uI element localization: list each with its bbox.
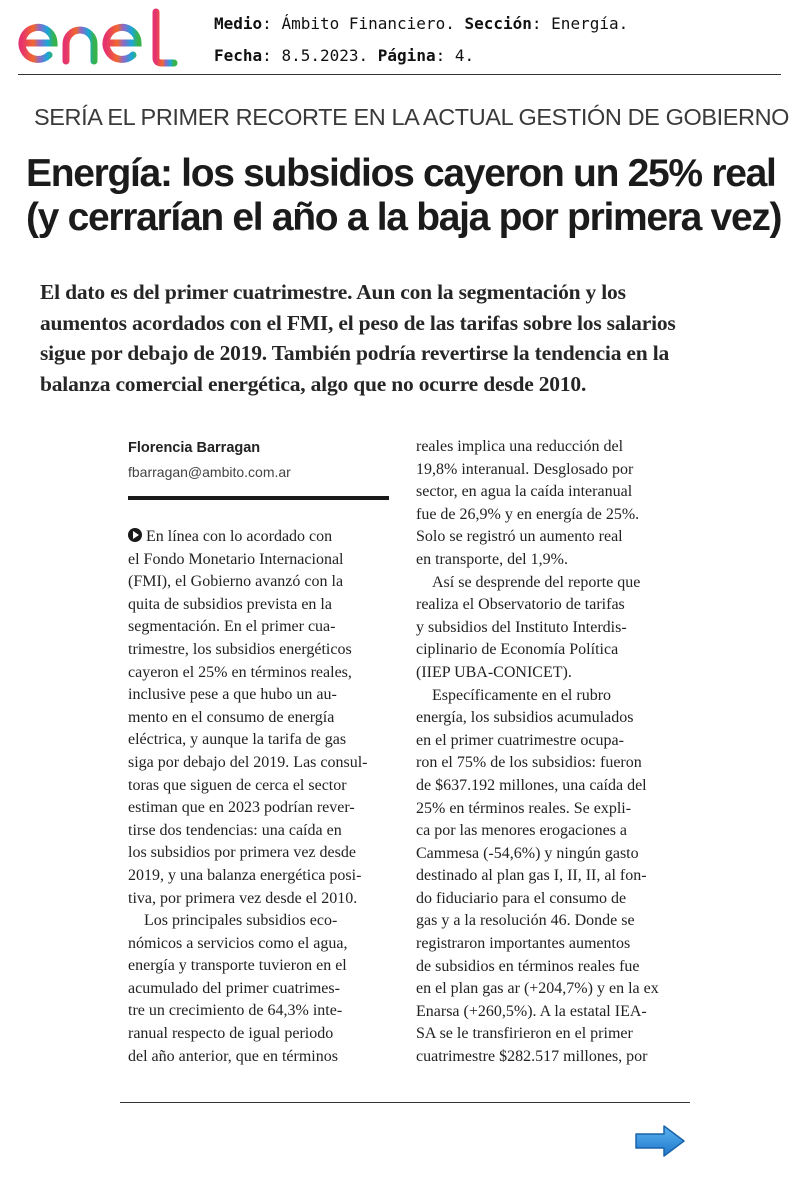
column-line	[128, 616, 392, 639]
article-column-1	[128, 526, 392, 1068]
column-line	[416, 572, 682, 595]
column-line-text: Enarsa (+260,5%). A la estatal IEA-	[416, 1002, 647, 1020]
seccion-value: Energía.	[551, 14, 629, 33]
column-line-text: registraron importantes aumentos	[416, 935, 631, 953]
headline-line: Energía: los subsidios cayeron un 25% real	[26, 152, 776, 195]
pagina-value: 4.	[454, 46, 475, 65]
column-line	[416, 798, 682, 821]
header-divider	[18, 74, 781, 75]
column-line	[416, 639, 682, 662]
column-line-text: en el plan gas ar (+204,7%) y en la ex	[416, 980, 659, 998]
column-line-text: segmentación. En el primer cua-	[128, 618, 336, 636]
column-line-text: toras que siguen de cerca el sector	[128, 776, 347, 794]
column-line	[416, 436, 682, 459]
column-line-text: reales implica una reducción del	[416, 438, 624, 455]
author-name: Florencia Barragan	[128, 440, 261, 456]
article-column-2	[416, 436, 682, 1069]
column-line-text: tirse dos tendencias: una caída en	[128, 821, 342, 839]
column-line	[416, 662, 682, 685]
column-line	[416, 707, 682, 730]
play-bullet-icon	[128, 528, 142, 542]
column-line	[128, 820, 392, 843]
medio-value: Ámbito Financiero.	[281, 14, 455, 33]
column-line-text: nómicos a servicios como el agua,	[128, 934, 348, 952]
column-line	[128, 549, 392, 572]
column-line	[128, 594, 392, 617]
column-line-text: cayeron el 25% en términos reales,	[128, 663, 352, 681]
column-line-text: quita de subsidios prevista en la	[128, 595, 332, 613]
column-line	[416, 820, 682, 843]
column-line-text: trimestre, los subsidios energéticos	[128, 640, 352, 658]
column-line	[128, 639, 392, 662]
meta-line-2: Fecha: 8.5.2023. Página: 4.	[214, 46, 475, 65]
column-line-text: acumulado del primer cuatrimes-	[128, 979, 340, 997]
column-line	[416, 775, 682, 798]
column-line-text: ciplinario de Economía Política	[416, 641, 619, 659]
column-line	[128, 1000, 392, 1023]
column-line-text: de $637.192 millones, una caída del	[416, 776, 647, 794]
column-line-text: Así se desprende del reporte que	[432, 573, 641, 591]
seccion-label: Sección	[464, 14, 532, 33]
column-line	[128, 752, 392, 775]
column-line	[416, 910, 682, 933]
pagina-label: Página	[377, 46, 436, 65]
column-line	[416, 526, 682, 549]
lead-line: sigue por debajo de 2019. También podría revertirse la tendencia en la	[40, 341, 670, 365]
column-line-text: los subsidios por primera vez desde	[128, 844, 356, 862]
medio-label: Medio	[214, 14, 263, 33]
column-line-text: y subsidios del Instituto Interdis-	[416, 618, 627, 636]
column-line-text: eléctrica, y aunque la tarifa de gas	[128, 731, 347, 749]
column-line-text: del año anterior, que en términos	[128, 1047, 338, 1065]
column-line	[128, 888, 392, 911]
column-line-text: realiza el Observatorio de tarifas	[416, 596, 625, 614]
column-line	[128, 910, 392, 933]
column-line-text: de subsidios en términos reales fue	[416, 957, 640, 975]
column-line-text: en el primer cuatrimestre ocupa-	[416, 731, 624, 749]
fecha-label: Fecha	[214, 46, 263, 65]
column-line	[416, 843, 682, 866]
column-line	[128, 775, 392, 798]
column-line	[416, 888, 682, 911]
column-line	[128, 978, 392, 1001]
column-line	[128, 707, 392, 730]
column-line-text: en transporte, del 1,9%.	[416, 550, 568, 568]
column-line-text: energía y transporte tuvieron en el	[128, 957, 347, 975]
column-line-text: 25% en términos reales. Se expli-	[416, 799, 632, 817]
column-line-text: cuatrimestre $282.517 millones, por	[416, 1048, 648, 1066]
column-line-text: tiva, por primera vez desde el 2010.	[128, 889, 358, 907]
column-line	[128, 1023, 392, 1046]
column-line	[128, 684, 392, 707]
lead-line: balanza comercial energética, algo que no ocurre desde 2010.	[40, 371, 587, 396]
column-line	[128, 662, 392, 685]
column-line-text: do fiduciario para el consumo de	[416, 889, 627, 907]
column-line-text: 19,8% interanual. Desglosado por	[416, 460, 634, 478]
column-line	[416, 865, 682, 888]
article-lead	[40, 277, 780, 399]
column-line-text: ranual respecto de igual periodo	[128, 1025, 334, 1043]
column-line-text: sector, en agua la caída interanual	[416, 483, 633, 501]
column-line-text: (IIEP UBA-CONICET).	[416, 663, 572, 681]
column-line	[416, 504, 682, 527]
column-line	[416, 617, 682, 640]
column-line	[416, 956, 682, 979]
column-line-text: fue de 26,9% y en energía de 25%.	[416, 505, 640, 523]
footer-divider	[120, 1102, 690, 1103]
article-kicker: SERÍA EL PRIMER RECORTE EN LA ACTUAL GESTIÓN DE GOBIERNO	[34, 104, 790, 130]
column-line	[416, 549, 682, 572]
column-line	[416, 594, 682, 617]
column-line	[128, 865, 392, 888]
column-line-text: estiman que en 2023 podrían rever-	[128, 799, 355, 817]
column-line-text: SA se le transfirieron en el primer	[416, 1025, 633, 1043]
column-line-text: inclusive pese a que hubo un au-	[128, 686, 337, 704]
lead-line: aumentos acordados con el FMI, el peso de las tarifas sobre los salarios	[40, 310, 676, 335]
byline-divider	[128, 496, 389, 500]
column-line	[416, 752, 682, 775]
column-line	[416, 1023, 682, 1046]
column-line-text: (FMI), el Gobierno avanzó con la	[128, 573, 344, 591]
column-line	[128, 526, 392, 549]
column-line	[128, 842, 392, 865]
arrow-right-icon[interactable]	[634, 1124, 686, 1158]
clipping-meta	[214, 8, 628, 72]
fecha-value: 8.5.2023.	[281, 46, 369, 65]
lead-line: El dato es del primer cuatrimestre. Aun con la segmentación y los	[40, 280, 626, 304]
author-email: fbarragan@ambito.com.ar	[128, 464, 291, 480]
clipping-header	[0, 0, 800, 78]
column-line	[416, 978, 682, 1001]
column-line	[416, 1046, 682, 1069]
column-line	[416, 459, 682, 482]
column-line	[128, 797, 392, 820]
column-line	[416, 481, 682, 504]
column-line	[128, 1046, 392, 1069]
column-line-text: 2019, y una balanza energética posi-	[128, 866, 362, 884]
column-line-text: Los principales subsidios eco-	[144, 912, 338, 930]
column-line-text: Cammesa (-54,6%) y ningún gasto	[416, 844, 639, 862]
column-line	[416, 1001, 682, 1024]
column-line-text: el Fondo Monetario Internacional	[128, 550, 344, 568]
meta-line-1: Medio: Ámbito Financiero. Sección: Energía.	[214, 14, 629, 33]
column-line-text: tre un crecimiento de 64,3% inte-	[128, 1002, 343, 1020]
column-line-text: destinado al plan gas I, II, II, al fon-	[416, 867, 647, 885]
column-line-text: mento en el consumo de energía	[128, 708, 335, 726]
article-headline	[26, 152, 786, 240]
column-line-text: Específicamente en el rubro	[432, 686, 612, 704]
column-line	[416, 933, 682, 956]
column-line	[416, 685, 682, 708]
column-line-text: ca por las menores erogaciones a	[416, 822, 628, 840]
column-line-text: En línea con lo acordado con	[146, 528, 333, 545]
column-line-text: siga por debajo del 2019. Las consul-	[128, 753, 368, 771]
column-line	[128, 955, 392, 978]
column-line	[128, 933, 392, 956]
column-line-text: ron el 75% de los subsidios: fueron	[416, 754, 642, 772]
column-line-text: gas y a la resolución 46. Donde se	[416, 912, 635, 930]
column-line	[128, 571, 392, 594]
column-line	[416, 730, 682, 753]
column-line	[128, 729, 392, 752]
enel-logo	[16, 6, 181, 68]
column-line-text: Solo se registró un aumento real	[416, 528, 623, 546]
column-line-text: energía, los subsidios acumulados	[416, 709, 634, 727]
headline-line: (y cerrarían el año a la baja por primera vez)	[26, 196, 782, 239]
